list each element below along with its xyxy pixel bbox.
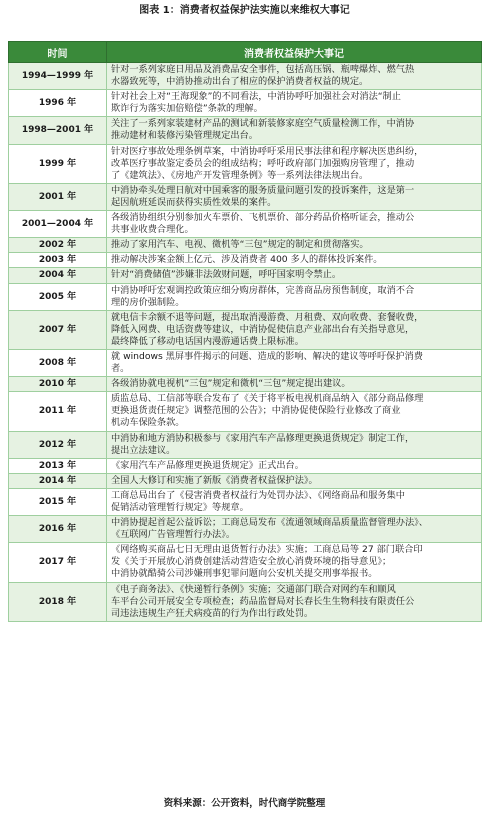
header-events: 消费者权益保护大事记 (107, 42, 482, 63)
row-year: 2012 年 (9, 431, 107, 458)
table-row (9, 582, 482, 621)
row-year: 2016 年 (9, 516, 107, 543)
event-line: 欺诈行为落实加倍赔偿”条款的理解。 (111, 103, 263, 115)
event-line: 起因航班延误而获得实质性效果的案件。 (111, 196, 277, 208)
row-events (107, 253, 482, 268)
event-line: 中消协呼吁宏观调控政策应细分购房群体，完善商品房预售制度，取消不合 (111, 284, 415, 296)
table-row (9, 488, 482, 515)
row-year: 1996 年 (9, 90, 107, 117)
table-row (9, 268, 482, 283)
event-line: 改革医疗事故鉴定委员会的组成结构；呼吁政府部门加强购房管理了，推动 (111, 157, 415, 169)
row-year: 1998—2001 年 (9, 117, 107, 144)
row-events (107, 90, 482, 117)
row-events (107, 211, 482, 238)
table-row (9, 349, 482, 376)
row-events (107, 516, 482, 543)
source-note: 资料来源：公开资料，时代商学院整理 (163, 798, 326, 809)
row-events (107, 377, 482, 392)
table-body (9, 63, 482, 622)
event-line: 中消协就酷骑公司涉嫌刑事犯罪问题向公安机关提交刑事举报书。 (111, 568, 378, 580)
header-time: 时间 (9, 42, 107, 63)
table-row (9, 183, 482, 210)
event-line: 《互联网广告管理暂行办法》。 (111, 529, 236, 541)
table-row (9, 90, 482, 117)
row-events (107, 238, 482, 253)
event-line: 针对医疗事故处理条例草案，中消协呼吁采用民事法律和程序解决医患纠纷， (111, 145, 424, 157)
row-year: 1999 年 (9, 144, 107, 183)
event-line: 《网络购买商品七日无理由退货暂行办法》实施；工商总局等 27 部门联合印 (111, 544, 423, 556)
event-line: 中消协牵头处理日航对中国乘客的服务质量问题引发的投诉案件，这是第一 (111, 184, 415, 196)
row-events (107, 63, 482, 90)
row-year: 2003 年 (9, 253, 107, 268)
event-line: 关注了一系列家装建材产品的测试和新装修家庭空气质量检测工作，中消协 (111, 118, 415, 130)
event-line: 共事业收费合理化。 (111, 224, 194, 236)
event-line: 全国人大修订和实施了新版《消费者权益保护法》。 (111, 474, 318, 486)
row-events (107, 349, 482, 376)
event-line: 提出立法建议。 (111, 444, 176, 456)
events-table (8, 41, 482, 622)
event-line: 车平台公司开展安全专项检查；药品监督局对长春长生生物科技有限责任公 (111, 595, 415, 607)
event-line: 机动车保险条款。 (111, 417, 185, 429)
table-row (9, 253, 482, 268)
row-year: 2001 年 (9, 183, 107, 210)
event-line: 中消协和地方消协积极参与《家用汽车产品修理更换退货规定》制定工作， (111, 432, 415, 444)
row-year: 2008 年 (9, 349, 107, 376)
row-year: 2013 年 (9, 458, 107, 473)
row-events (107, 458, 482, 473)
event-line: 《电子商务法》、《快递暂行条例》实施；交通部门联合对网约车和顺风 (111, 583, 396, 595)
row-events (107, 310, 482, 349)
event-line: 中消协提起首起公益诉讼；工商总局发布《流通领域商品质量监督管理办法》、 (111, 517, 428, 529)
row-events (107, 183, 482, 210)
row-year: 2001—2004 年 (9, 211, 107, 238)
event-line: 更换退货责任规定》调整范围的公告》；中消协促使保险行业修改了商业 (111, 405, 401, 417)
event-line: 针对“消费储值”涉嫌非法敛财问题，呼吁国家明令禁止。 (111, 269, 342, 281)
row-events (107, 392, 482, 431)
event-line: 各级消协组织分别参加火车票价、飞机票价、部分药品价格听证会，推动公 (111, 212, 415, 224)
row-year: 2004 年 (9, 268, 107, 283)
row-events (107, 488, 482, 515)
row-events (107, 543, 482, 582)
table-row (9, 310, 482, 349)
event-line: 理的房价强制险。 (111, 296, 185, 308)
row-year: 2010 年 (9, 377, 107, 392)
event-line: 者。 (111, 363, 130, 375)
figure-title: 图表 1：消费者权益保护法实施以来维权大事记 (139, 5, 350, 16)
row-year: 2015 年 (9, 488, 107, 515)
table-header-row (9, 42, 482, 63)
row-events (107, 473, 482, 488)
event-line: 就 windows 黑屏事件揭示的问题、造成的影响、解决的建议等呼吁保护消费 (111, 350, 423, 362)
event-line: 推动建材和装修污染管理规定出台。 (111, 130, 258, 142)
row-year: 2018 年 (9, 582, 107, 621)
row-events (107, 582, 482, 621)
event-line: 了《建筑法》、《房地产开发管理条例》等一系列法律法规出台。 (111, 169, 369, 181)
event-line: 降低入网费、电话资费等建议，中消协促使信息产业部出台有关指导意见， (111, 323, 415, 335)
event-line: 就电信卡余额不退等问题，提出取消漫游费、月租费、双向收费、套餐收费， (111, 311, 424, 323)
row-events (107, 431, 482, 458)
event-line: 工商总局出台了《侵害消费者权益行为处罚办法》、《网络商品和服务集中 (111, 489, 405, 501)
row-year: 2014 年 (9, 473, 107, 488)
table-row (9, 431, 482, 458)
row-events (107, 283, 482, 310)
row-year: 2002 年 (9, 238, 107, 253)
event-line: 各级消协就电视机“三包”规定和微机“三包”规定提出建议。 (111, 378, 351, 390)
table-row (9, 117, 482, 144)
event-line: 促销活动管理暂行规定》等规章。 (111, 502, 249, 513)
event-line: 最终降低了移动电话国内漫游通话费上限标准。 (111, 335, 304, 347)
row-year: 2017 年 (9, 543, 107, 582)
event-line: 推动了家用汽车、电视、微机等“三包”规定的制定和贯彻落实。 (111, 239, 369, 251)
table-row (9, 458, 482, 473)
table-row (9, 543, 482, 582)
row-events (107, 144, 482, 183)
row-year: 1994—1999 年 (9, 63, 107, 90)
table-row (9, 238, 482, 253)
row-events (107, 117, 482, 144)
row-events (107, 268, 482, 283)
table-row (9, 516, 482, 543)
event-line: 质监总局、工信部等联合发布了《关于将平板电视机商品纳入《部分商品修理 (111, 393, 424, 405)
event-line: 发《关于开展放心消费创建活动营造安全放心消费环境的指导意见》； (111, 556, 392, 568)
table-row (9, 377, 482, 392)
event-line: 推动解决涉案金额上亿元、涉及消费者 400 多人的群体投诉案件。 (111, 254, 383, 266)
table-row (9, 63, 482, 90)
table-row (9, 144, 482, 183)
row-year: 2011 年 (9, 392, 107, 431)
row-year: 2007 年 (9, 310, 107, 349)
event-line: 司违法违规生产狂犬病疫苗的行为作出行政处罚。 (111, 607, 314, 619)
event-line: 水器致死等，中消协推动出台了相应的保护消费者权益的规定。 (111, 76, 369, 88)
event-line: 针对社会上对“王海现象”的不同看法，中消协呼吁加强社会对消法“制止 (111, 91, 401, 103)
table-row (9, 392, 482, 431)
row-year: 2005 年 (9, 283, 107, 310)
table-row (9, 211, 482, 238)
table-row (9, 473, 482, 488)
event-line: 针对一系列家庭日用品及消费品安全事件，包括高压锅、瓶啤爆炸、燃气热 (111, 64, 415, 75)
event-line: 《家用汽车产品修理更换退货规定》正式出台。 (111, 459, 304, 471)
table-row (9, 283, 482, 310)
